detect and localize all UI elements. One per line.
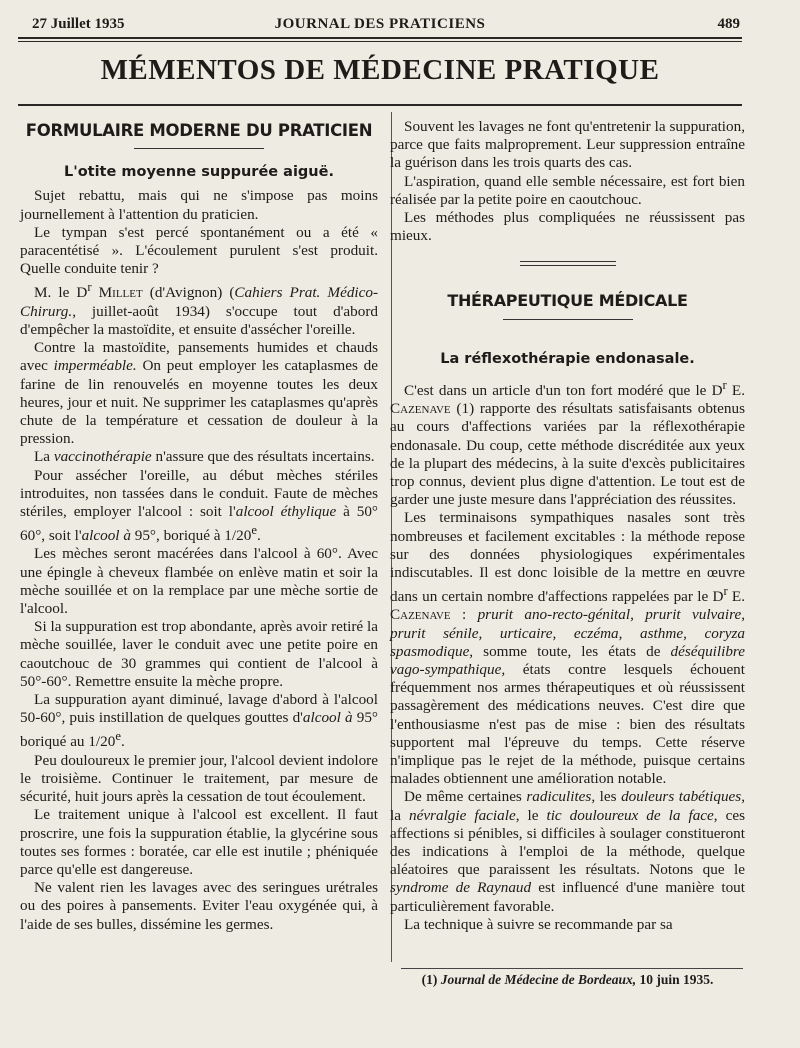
paragraph: Souvent les lavages ne font qu'entretenir la suppuration, parce que faits malproprement. Leur suppression entraîne la guérison dans les trois quarts des cas. bbox=[390, 118, 745, 172]
article-title-reflexotherapie: La réflexothérapie endonasale. bbox=[440, 350, 695, 367]
header-journal-name: JOURNAL DES PRATICIENS bbox=[274, 16, 486, 32]
paragraph: M. le $D^r$ Millet (d'Avignon) (Cahiers Prat. Médico-Chirurg., juillet-août 1934) s'occupe tout d'abord d'empêcher la mastoïdite, et ensuite d'assécher l'oreille. bbox=[20, 280, 379, 338]
section-heading-rule bbox=[503, 319, 633, 320]
paragraph: La suppuration ayant diminué, lavage d'abord à l'alcool 50-60°, puis instillation de quelques gouttes d'alcool à 95° boriqué au 1/20e. bbox=[20, 691, 378, 751]
footnote-citation: Journal de Médecine de Bordeaux, bbox=[440, 972, 637, 987]
running-header bbox=[20, 14, 740, 36]
header-rule-thick bbox=[18, 37, 742, 39]
page-number: 489 bbox=[717, 16, 740, 32]
header-rule-thin bbox=[18, 41, 742, 42]
journal-citation: Cahiers Prat. Médico-Chirurg. bbox=[20, 284, 379, 320]
section-heading-therapeutique: THÉRAPEUTIQUE MÉDICALE bbox=[447, 291, 688, 311]
paragraph: Les terminaisons sympathiques nasales sont très nombreuses et facilement excitables : la méthode repose sur des données physiologiques expérimentales indiscutables. Il est donc loisible de la mettre en œuvre dans un certain nombre d'affections rappelées par le $D^r$ E. Cazenave : prurit ano-recto-génital, prurit vulvaire, prurit sénile, urticaire, eczéma, asthme, coryza spasmodique, somme toute, les états de déséquilibre vago-sympathique, états contre lesquels échouent fréquemment nos armes thérapeutiques et où réussissent passagèrement des médications neuves. C'est dire que l'enthousiasme n'est pas de mise : bien des résultats supportent mal l'épreuve du temps. Cette réserve n'implique pas le rejet de la méthode, puisque certains malades obtiennent une amélioration notable. bbox=[390, 509, 745, 788]
author-name: Millet bbox=[98, 284, 143, 302]
author-name: E. Cazenave bbox=[390, 588, 745, 624]
paragraph: Peu douloureux le premier jour, l'alcool devient indolore le troisième. Continuer le traitement, par mesure de sécurité, huit jours après la cessation de tout écoulement. bbox=[20, 751, 378, 806]
header-date: 27 Juillet 1935 bbox=[32, 16, 125, 32]
paragraph: Pour assécher l'oreille, au début mèches stériles introduites, non tassées dans le conduit. Faute de mèches stériles, employer l'alcool : soit l'alcool éthylique à 50° 60°, soit l'alcool à 95°, boriqué à 1/20e. bbox=[20, 466, 378, 545]
paragraph: La vaccinothérapie n'assure que des résultats incertains. bbox=[34, 448, 375, 466]
paragraph: De même certaines radiculites, les douleurs tabétiques, la névralgie faciale, le tic douloureux de la face, ces affections si pénibles, si difficiles à soulager constitueront des indications à l'emploi de la méthode, quelque aléatoires que paraissent les résultats. Notons que le syndrome de Raynaud est influencé d'une manière tout particulièrement favorable. bbox=[390, 788, 745, 915]
paragraph: Les mèches seront macérées dans l'alcool à 60°. Avec une épingle à cheveux flambée on enlève matin et soir la mèche souillée et on la remplace par une mèche sortie de l'alcool. bbox=[20, 545, 378, 617]
footnote-rule bbox=[401, 968, 743, 969]
paragraph: Si la suppuration est trop abondante, après avoir retiré la mèche souillée, laver le conduit avec une petite poire en caoutchouc de 30 grammes qui contient de l'alcool à 50°-60°. Remettre ensuite la mèche propre. bbox=[20, 618, 378, 690]
section-heading-formulaire: FORMULAIRE MODERNE DU PRATICIEN bbox=[25, 121, 373, 140]
paragraph: L'aspiration, quand elle semble nécessaire, est fort bien réalisée par la petite poire en caoutchouc. bbox=[390, 172, 745, 208]
paragraph: Les méthodes plus compliquées ne réussissent pas mieux. bbox=[390, 209, 745, 245]
page-title: MÉMENTOS DE MÉDECINE PRATIQUE bbox=[100, 54, 660, 86]
left-column bbox=[20, 118, 378, 934]
paragraph: C'est dans un article d'un ton fort modéré que le $D^r$ E. Cazenave (1) rapporte des résultats satisfaisants obtenus au cours d'affections variées par la réflexothérapie endonasale. Du coup, cette méthode discréditée aux yeux de la plupart des médecins, à la suite d'excès publicitaires trop connus, devient plus digne d'attention. Le tout est de garder une juste mesure dans l'appréciation des réussites. bbox=[390, 377, 745, 509]
paragraph: Ne valent rien les lavages avec des seringues urétrales ou des poires à pansements. Eviter l'eau oxygénée qui, à l'aide de ses bulles, dissémine les germes. bbox=[20, 879, 378, 933]
footnote: (1) Journal de Médecine de Bordeaux, 10 juin 1935. bbox=[421, 972, 714, 987]
paragraph: Contre la mastoïdite, pansements humides et chauds avec imperméable. On peut employer les cataplasmes de farine de lin renouvelés en moyenne toutes les deux heures, jour et nuit. Ne supprimer les cataplasmes qu'après chute de la température et cessation de douleur à la pression. bbox=[20, 339, 378, 448]
paragraph: La technique à suivre se recommande par sa bbox=[404, 915, 673, 933]
paragraph: Sujet rebattu, mais qui ne s'impose pas moins journellement à l'attention du praticien. bbox=[20, 187, 378, 223]
right-column bbox=[390, 118, 745, 934]
section-separator bbox=[520, 261, 616, 266]
title-rule bbox=[18, 104, 742, 106]
paragraph: Le traitement unique à l'alcool est excellent. Il faut proscrire, une fois la suppuration établie, la glycérine sous toutes ses formes : boratée, car elle est inutile ; phéniquée parce qu'elle est dangereuse. bbox=[20, 806, 378, 878]
paragraph: Le tympan s'est percé spontanément ou a été « paracentétisé ». L'écoulement purulent s'est produit. Quelle conduite tenir ? bbox=[20, 223, 378, 278]
author-name: E. Cazenave bbox=[390, 381, 745, 418]
article-title-otite: L'otite moyenne suppurée aiguë. bbox=[64, 164, 334, 181]
section-heading-rule bbox=[134, 148, 264, 149]
